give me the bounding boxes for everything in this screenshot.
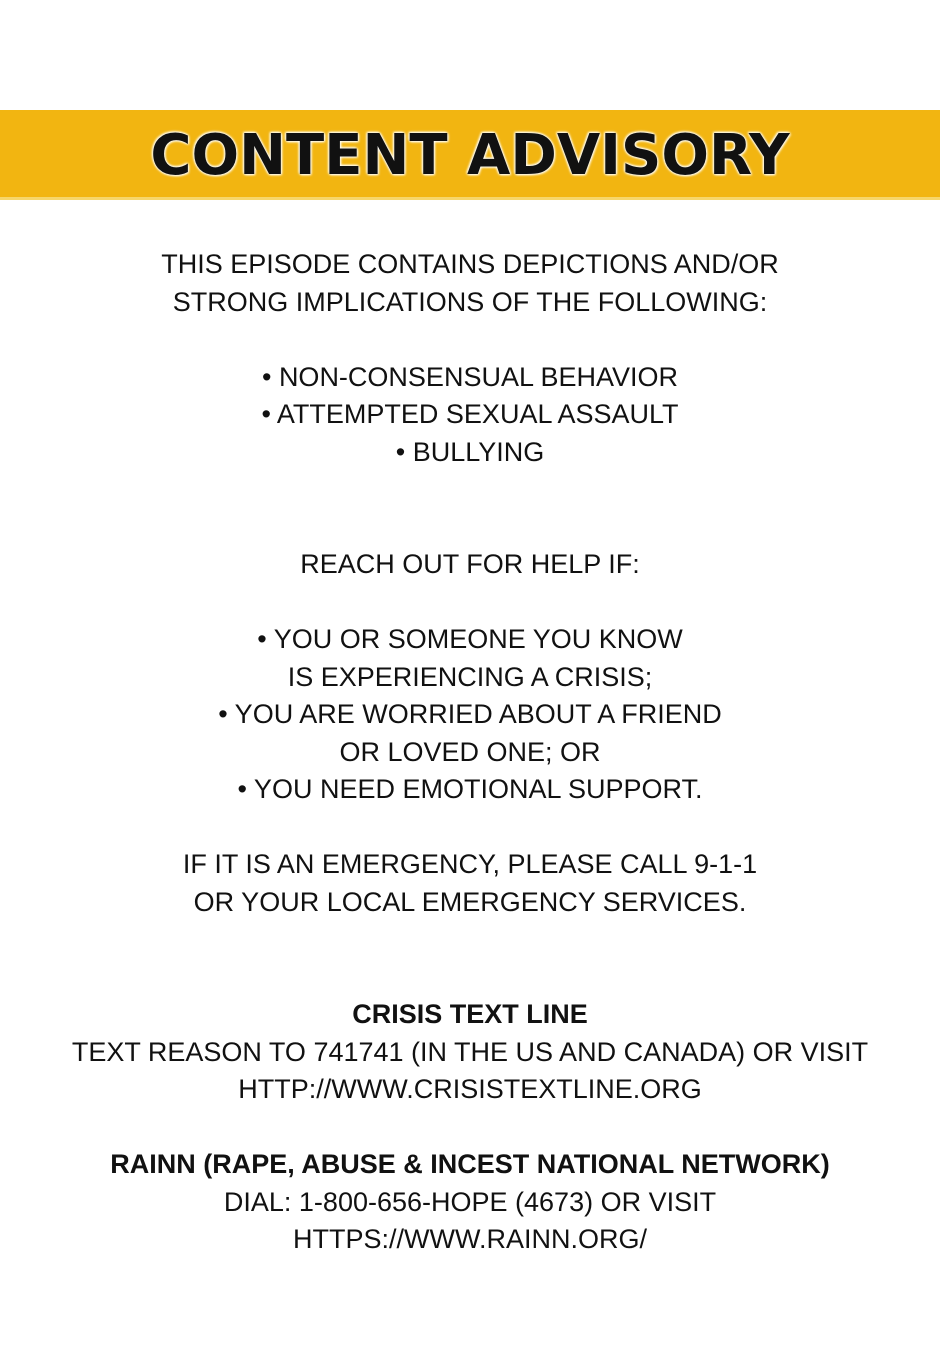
help-reason-line: • YOU NEED EMOTIONAL SUPPORT. [237, 774, 703, 804]
advisory-banner [0, 110, 940, 200]
warning-intro [0, 246, 940, 321]
resource-link: HTTP://WWW.CRISISTEXTLINE.ORG [238, 1074, 702, 1104]
resource-name: CRISIS TEXT LINE [352, 999, 588, 1029]
help-reasons [0, 621, 940, 809]
warning-list [0, 359, 940, 472]
resource-detail: DIAL: 1-800-656-HOPE (4673) OR VISIT [223, 1186, 717, 1217]
help-reason-line: • YOU ARE WORRIED ABOUT A FRIEND [218, 699, 722, 729]
page-title: CONTENT ADVISORY [150, 123, 790, 188]
advisory-content [0, 246, 940, 1259]
resource-link: HTTPS://WWW.RAINN.ORG/ [293, 1224, 647, 1254]
emergency-notice [0, 846, 940, 921]
emergency-line: IF IT IS AN EMERGENCY, PLEASE CALL 9-1-1 [182, 849, 758, 879]
help-reason-line: • YOU OR SOMEONE YOU KNOW [257, 624, 683, 654]
help-reason-line: OR LOVED ONE; OR [339, 736, 601, 767]
warning-intro-line: STRONG IMPLICATIONS OF THE FOLLOWING: [172, 286, 768, 317]
warning-item: • ATTEMPTED SEXUAL ASSAULT [261, 399, 679, 429]
warning-intro-line: THIS EPISODE CONTAINS DEPICTIONS AND/OR [161, 249, 779, 279]
resource-rainn [0, 1146, 940, 1259]
warning-item: • NON-CONSENSUAL BEHAVIOR [261, 361, 679, 392]
help-reason-line: IS EXPERIENCING A CRISIS; [287, 661, 653, 692]
emergency-line: OR YOUR LOCAL EMERGENCY SERVICES. [193, 886, 747, 917]
resource-crisis-text-line [0, 996, 940, 1109]
resource-name: RAINN (RAPE, ABUSE & INCEST NATIONAL NETWORK) [110, 1149, 830, 1179]
resource-detail: TEXT REASON TO 741741 (IN THE US AND CANADA) OR VISIT [71, 1036, 869, 1067]
warning-item: • BULLYING [395, 436, 545, 467]
help-heading: REACH OUT FOR HELP IF: [300, 549, 640, 579]
